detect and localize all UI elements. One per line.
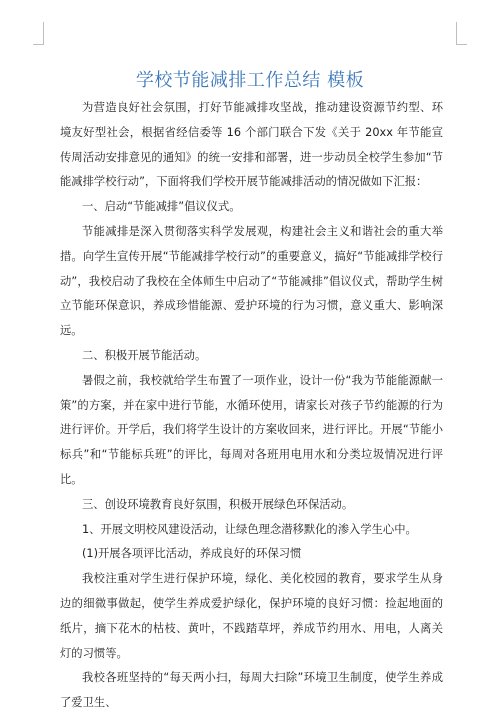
crop-mark-top-right (456, 22, 467, 45)
paragraph-3-1-1-continued: 我校各班坚持的“每天两小扫，每周大扫除”环境卫生制度，使学生养成了爱卫生、 (60, 671, 443, 710)
heading-section-3: 三、创设环境教育良好氛围，积极开展绿色环保活动。 (82, 497, 354, 511)
paragraph-3-1-1: 我校注重对学生进行保护环境，绿化、美化校园的教育，要求学生从身边的细微事做起，使学生养成爱护绿化，保护环境的良好习惯：捡起地面的纸片，摘下花木的枯枝、黄叶，不践踏草坪，养成节约用水、用电，人离关灯的习惯等。 (60, 572, 443, 660)
subheading-3-1-1: (1)开展各项评比活动，养成良好的环保习惯 (82, 547, 302, 561)
crop-mark-top-left (33, 22, 44, 45)
paragraph-intro: 为营造良好社会氛围，打好节能减排攻坚战，推动建设资源节约型、环境友好型社会，根据省经信委等 16 个部门联合下发《关于 20xx 年节能宣传周活动安排意见的通知》的统一安排和部署，进一步动员全校学生参加“节能减排学校行动”，下面将我们学校开展节能减排活动的情况做如下汇报： (60, 101, 443, 189)
document-title: 学校节能减排工作总结 模板 (135, 70, 365, 91)
document-body (60, 96, 443, 716)
heading-section-1: 一、启动“节能减排”倡议仪式。 (82, 200, 241, 214)
paragraph-section-1: 节能减排是深入贯彻落实科学发展观，构建社会主义和谐社会的重大举措。向学生宣传开展“节能减排学校行动”的重要意义，搞好“节能减排学校行动”，我校启动了我校在全体师生中启动了“节能减排”倡议仪式，帮助学生树立节能环保意识，养成珍惜能源、爱护环境的行为习惯，意义重大、影响深远。 (60, 224, 443, 338)
subheading-3-1: 1、开展文明校风建设活动，让绿色理念潜移默化的渗入学生心中。 (82, 522, 417, 536)
heading-section-2: 二、积极开展节能活动。 (82, 348, 207, 362)
paragraph-section-2: 暑假之前，我校就给学生布置了一项作业，设计一份“我为节能能源献一策”的方案，并在家中进行节能，水循环使用，请家长对孩子节约能源的行为进行评价。开学后，我们将学生设计的方案收回来，进行评比。开展“节能小标兵”和“节能标兵班”的评比，每周对各班用电用水和分类垃圾情况进行评比。 (60, 373, 443, 486)
